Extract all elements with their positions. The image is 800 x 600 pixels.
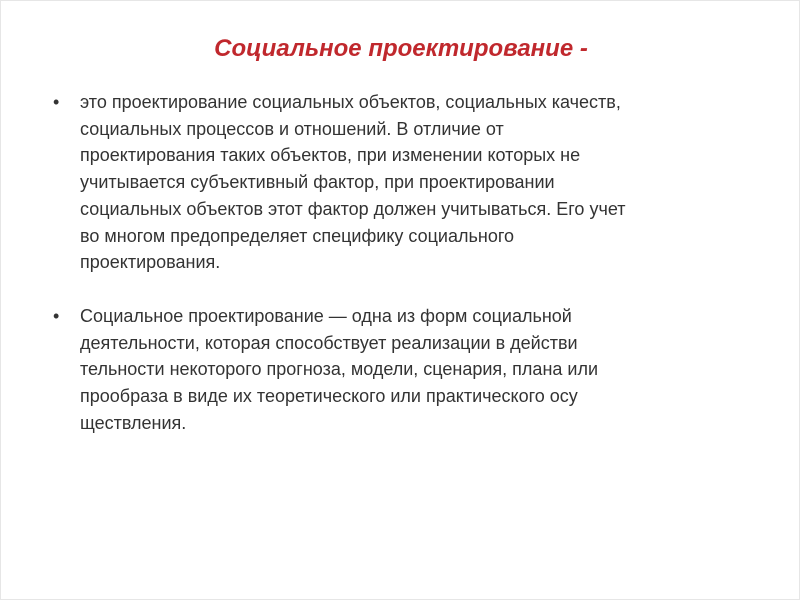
- bullet-text-line: социальных процессов и отношений. В отличие от: [80, 118, 504, 139]
- bullet-text-line: проектирования таких объектов, при изменении которых не: [80, 145, 581, 166]
- bullet-marker: •: [53, 305, 60, 326]
- bullet-marker: •: [53, 92, 60, 112]
- bullet-text-line: Социальное проектирование — одна из форм социальной: [80, 305, 572, 326]
- bullet-text-line: во многом предопределяет специфику социального: [80, 225, 515, 246]
- bullet-text-line: проектирования.: [80, 252, 221, 273]
- bullet-text-line: социальных объектов этот фактор должен учитываться. Его учет: [80, 198, 626, 219]
- bullet-item-activity-form: [53, 303, 753, 437]
- bullet-text-line: учитывается субъективный фактор, при проектировании: [80, 172, 555, 193]
- bullet-text-line: деятельности, которая способствует реализации в действи: [80, 332, 578, 353]
- bullet-text-line: тельности некоторого прогноза, модели, сценария, плана или: [80, 359, 599, 380]
- bullet-text-line: ществления.: [80, 412, 187, 433]
- bullet-text-line: прообраза в виде их теоретического или практического осу: [80, 386, 578, 407]
- bullet-item-definition: [53, 89, 753, 276]
- slide-title: Социальное проектирование -: [214, 35, 588, 62]
- bullet-text-line: это проектирование социальных объектов, социальных качеств,: [80, 92, 621, 112]
- bullet-list: [53, 89, 753, 436]
